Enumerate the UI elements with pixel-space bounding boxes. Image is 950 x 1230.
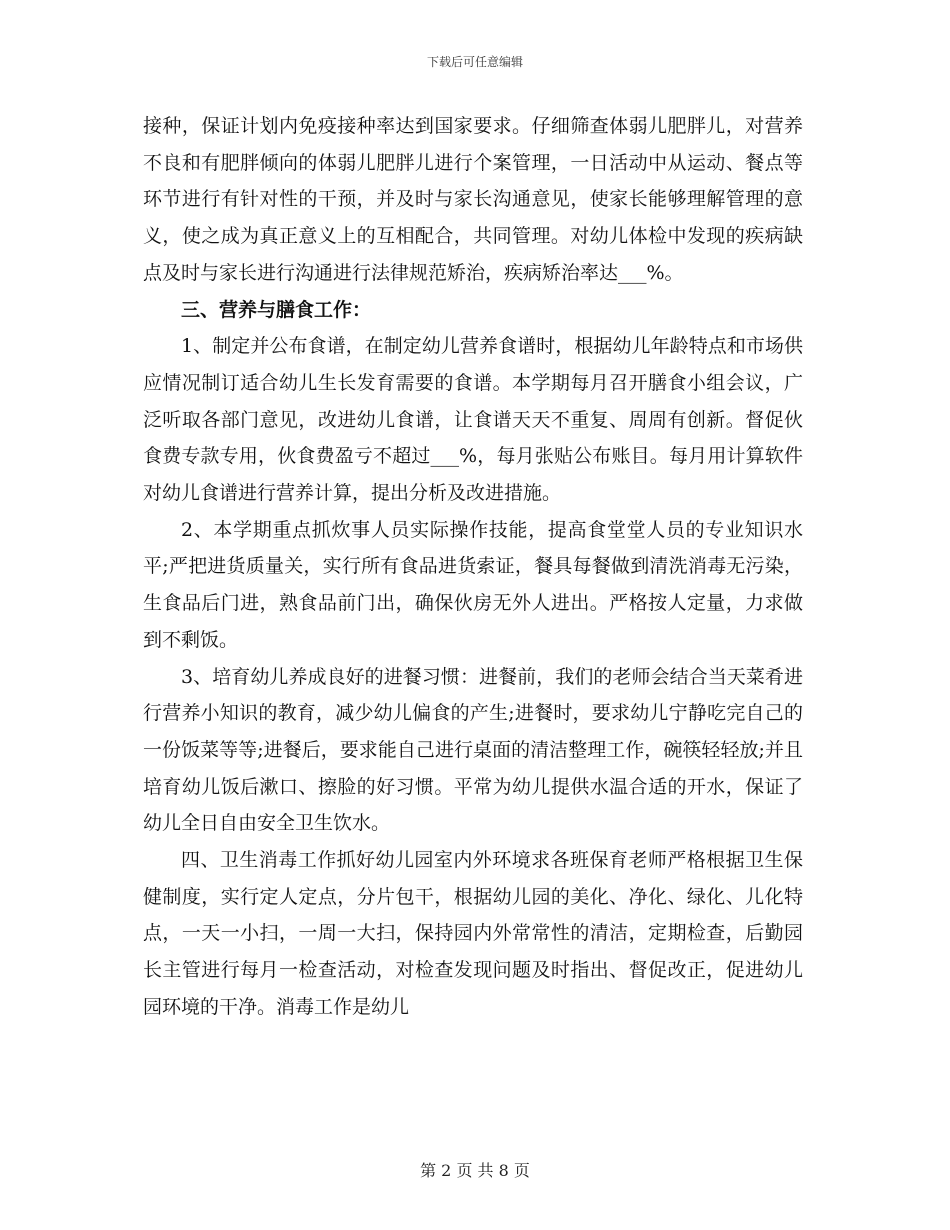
section-heading-nutrition: 三、营养与膳食工作： — [181, 298, 372, 321]
page-header-note: 下载后可任意编辑 — [426, 55, 523, 69]
body-paragraph-continuation: 接种，保证计划内免疫接种率达到国家要求。仔细筛查体弱儿肥胖儿，对营养不良和有肥胖倾向的体弱儿肥胖儿进行个案管理，一日活动中从运动、餐点等环节进行有针对性的干预，并及时与家长沟通意见，使家长能够理解管理的意义，使之成为真正意义上的互相配合，共同管理。对幼儿体检中发现的疾病缺点及时与家长进行沟通进行法律规范矫治，疾病矫治率达___%。 — [143, 115, 803, 284]
body-paragraph-menu: 1、制定并公布食谱，在制定幼儿营养食谱时，根据幼儿年龄特点和市场供应情况制订适合幼儿生长发育需要的食谱。本学期每月召开膳食小组会议，广泛听取各部门意见，改进幼儿食谱，让食谱天天不重复、周周有创新。督促伙食费专款专用，伙食费盈亏不超过___%，每月张贴公布账目。每月用计算软件对幼儿食谱进行营养计算，提出分析及改进措施。 — [143, 335, 803, 505]
body-paragraph-hygiene: 四、卫生消毒工作抓好幼儿园室内外环境求各班保育老师严格根据卫生保健制度，实行定人定点，分片包干，根据幼儿园的美化、净化、绿化、儿化特点，一天一小扫，一周一大扫，保持园内外常常性的清洁，定期检查，后勤园长主管进行每月一检查活动，对检查发现问题及时指出、督促改正，促进幼儿园环境的干净。消毒工作是幼儿 — [143, 849, 803, 1018]
page-number-footer: 第 2 页 共 8 页 — [420, 1161, 530, 1180]
body-paragraph-kitchen-staff: 2、本学期重点抓炊事人员实际操作技能，提高食堂堂人员的专业知识水平;严把进货质量关，实行所有食品进货索证，餐具每餐做到清洗消毒无污染，生食品后门进，熟食品前门出，确保伙房无外人进出。严格按人定量，力求做到不剩饭。 — [143, 518, 803, 651]
body-paragraph-eating-habits: 3、培育幼儿养成良好的进餐习惯：进餐前，我们的老师会结合当天菜肴进行营养小知识的教育，减少幼儿偏食的产生;进餐时，要求幼儿宁静吃完自己的一份饭菜等等;进餐后，要求能自己进行桌面的清洁整理工作，碗筷轻轻放;并且培育幼儿饭后漱口、擦脸的好习惯。平常为幼儿提供水温合适的开水，保证了幼儿全日自由安全卫生饮水。 — [143, 665, 803, 835]
document-body — [143, 108, 803, 1026]
